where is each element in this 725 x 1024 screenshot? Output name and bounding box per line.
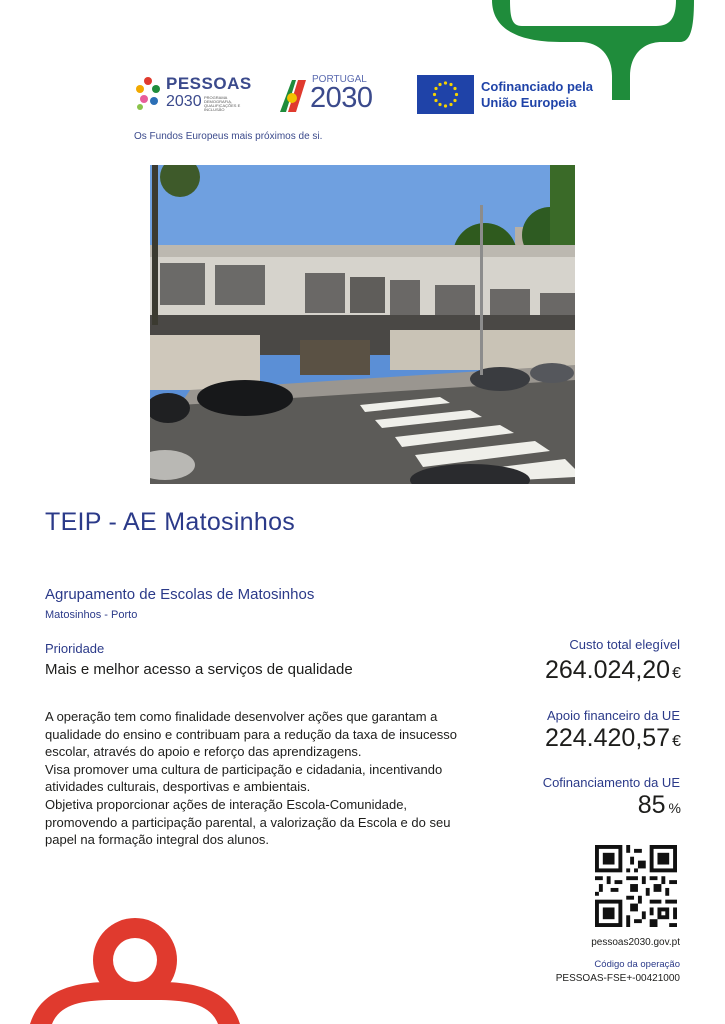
project-description: A operação tem como finalidade desenvolver ações que garantam a qualidade do ensino e contribuam para a redução da taxa de insucesso escolar, através do apoio e reforço das aprendizagens. Visa promover uma cultura de participação e cidadania, incentivando atividades culturais, desportivas e ambientais. Objetiva proporcionar ações de interação Escola-Comunidade, promovendo a participação parental, a valorização da Escola e do seu papel na formação integral dos alunos. [45,709,457,848]
total-cost-value [545,656,681,685]
portugal-flag-icon [278,78,308,112]
portugal-word: PORTUGAL [312,74,367,85]
eu-cofin-amount: 85 [637,791,666,819]
location: Matosinhos - Porto [45,609,138,621]
school-photo [150,165,575,484]
eu-flag-icon [417,75,474,114]
eu-support-currency: € [672,733,681,750]
eu-support-label: Apoio financeiro da UE [547,708,680,723]
eu-support-value [545,724,681,753]
operation-code: PESSOAS-FSE+-00421000 [555,973,680,984]
total-cost-label: Custo total elegível [569,637,680,652]
total-cost-currency: € [672,665,681,682]
pessoas-small-text: PROGRAMA DEMOGRAFIA, QUALIFICAÇÕES E INCLUSÃO [204,95,241,112]
eu-support-amount: 224.420,57 [544,724,671,752]
organization-name: Agrupamento de Escolas de Matosinhos [45,586,315,603]
project-title: TEIP - AE Matosinhos [45,508,296,536]
decorative-red-shape [30,912,240,1024]
eu-cofin-line1: Cofinanciado pela [481,79,593,94]
priority-label: Prioridade [45,641,105,656]
website-link[interactable]: pessoas2030.gov.pt [591,937,680,948]
eu-cofinancing-logo [417,75,602,115]
portugal2030-logo [278,72,388,116]
pessoas-symbol-icon [134,76,162,110]
pessoas-number: 2030 [166,93,202,110]
eu-cofin-line2: União Europeia [481,95,577,110]
eu-cofin-value [638,791,681,820]
eu-cofin-label: Cofinanciamento da UE [542,775,680,790]
pessoas2030-logo [134,74,252,114]
total-cost-amount: 264.024,20 [544,656,671,684]
priority-value: Mais e melhor acesso a serviços de qualidade [45,661,353,678]
qr-code[interactable] [595,845,677,927]
tagline: Os Fundos Europeus mais próximos de si. [134,131,323,142]
eu-cofin-unit: % [668,800,681,816]
operation-code-label: Código da operação [594,959,680,970]
pessoas-word: PESSOAS [166,74,252,93]
portugal-number: 2030 [310,82,373,114]
